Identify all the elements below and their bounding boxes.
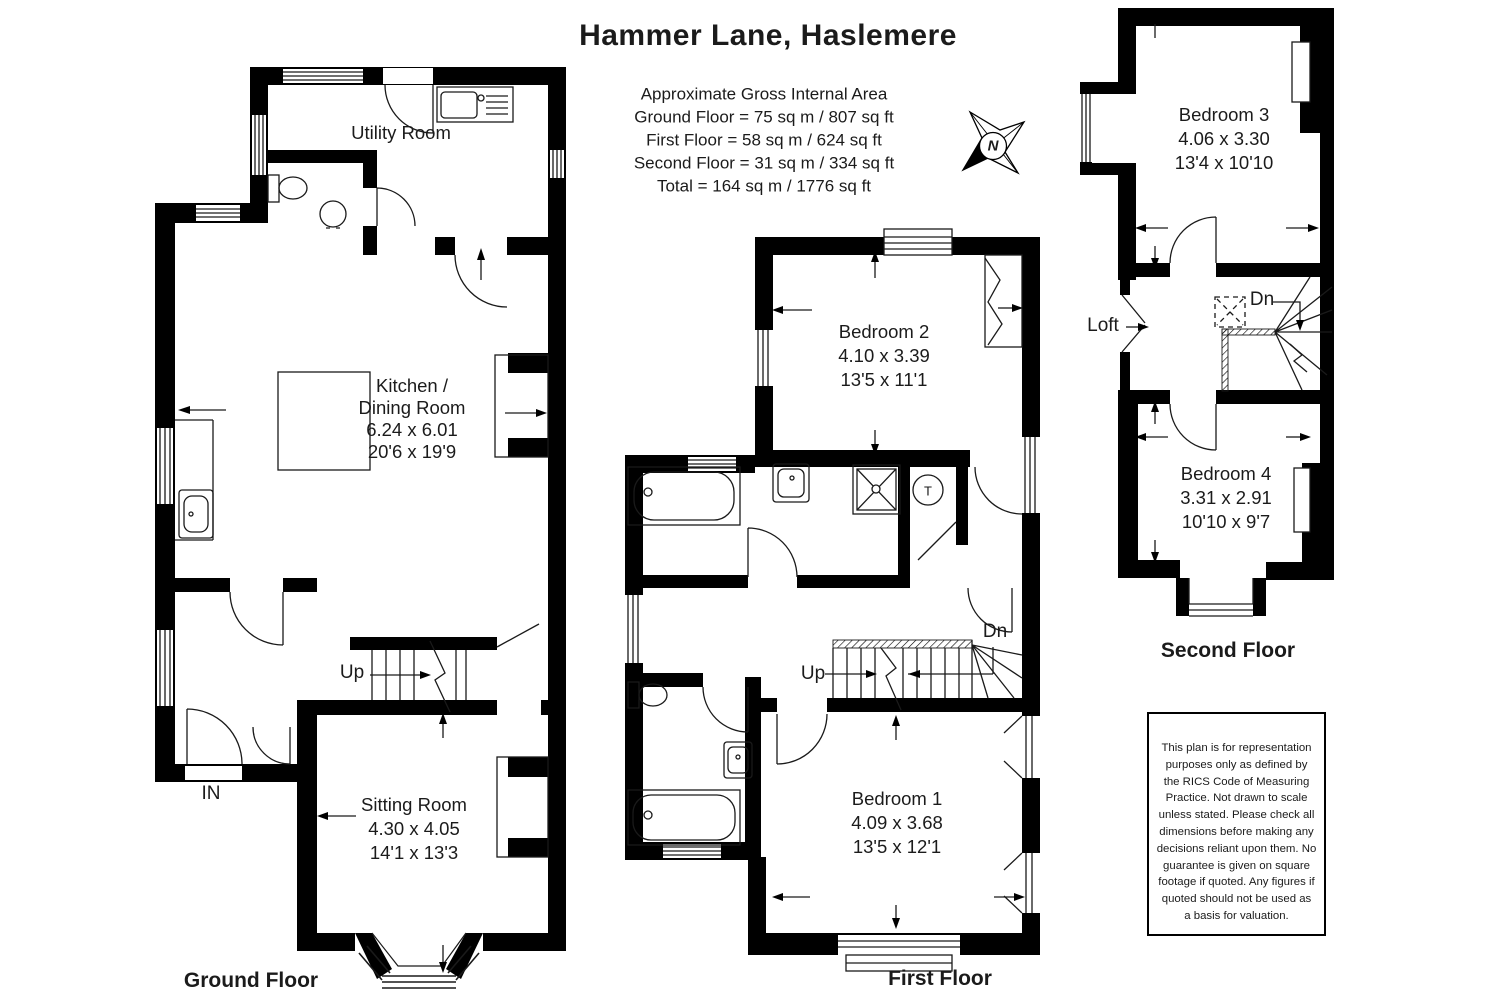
sitting-size-imperial: 14'1 x 13'3 (369, 842, 459, 863)
disclaimer-text (1149, 740, 1324, 925)
area-summary (634, 83, 894, 198)
disclaimer-line: a basis for valuation. (1184, 909, 1289, 922)
disclaimer-line: quoted should not be used as (1161, 893, 1312, 906)
bedroom2-name: Bedroom 2 (838, 321, 930, 342)
kitchen-name-line1: Kitchen / (376, 375, 448, 396)
stairs-up-label-first: Up (800, 663, 826, 684)
second-stairs (1222, 277, 1332, 391)
room-label-bedroom4 (1180, 462, 1272, 534)
wardrobe-bedroom2 (985, 255, 1022, 347)
entrance-in-label: IN (201, 783, 221, 804)
bedroom2-size-imperial: 13'5 x 11'1 (840, 369, 928, 390)
room-label-kitchen-dining (359, 375, 466, 463)
kitchen-counter (175, 420, 213, 540)
room-label-sitting (361, 793, 467, 865)
ensuite-bath-icon (628, 790, 740, 845)
second-doors (1170, 217, 1216, 450)
bedroom4-size-metric: 3.31 x 2.91 (1180, 487, 1272, 508)
loft-label: Loft (1087, 315, 1119, 336)
room-label-bedroom2 (838, 320, 930, 392)
kitchen-size-metric: 6.24 x 6.01 (366, 419, 458, 440)
bedroom3-size-imperial: 13'4 x 10'10 (1174, 152, 1274, 173)
room-label-bedroom1 (851, 787, 943, 859)
disclaimer-line: Practice. Not drawn to scale (1165, 792, 1308, 805)
bedroom4-name: Bedroom 4 (1180, 463, 1272, 484)
washing-machine-icon (320, 201, 346, 228)
disclaimer-line: guarantee is given on square (1163, 859, 1310, 872)
ground-floor-label: Ground Floor (183, 969, 319, 992)
bedroom2-size-metric: 4.10 x 3.39 (838, 345, 930, 366)
room-label-utility: Utility Room (351, 122, 451, 143)
first-openings (625, 229, 1040, 955)
loft-eaves (1122, 295, 1149, 352)
disclaimer-line: dimensions before making any (1159, 825, 1314, 838)
stairs-down-label-first: Dn (982, 621, 1008, 642)
kitchen-name-line2: Dining Room (358, 397, 466, 418)
area-summary-heading: Approximate Gross Internal Area (640, 84, 888, 104)
bathroom-sink-icon (773, 464, 809, 502)
bedroom4-size-imperial: 10'10 x 9'7 (1181, 511, 1271, 532)
toilet-icon (268, 175, 307, 202)
disclaimer-line: decisions reliant upon them. No (1156, 842, 1317, 855)
bath-icon (628, 467, 740, 525)
bedroom3-size-metric: 4.06 x 3.30 (1178, 128, 1270, 149)
bedroom1-size-metric: 4.09 x 3.68 (851, 812, 943, 833)
disclaimer-line: purposes only as defined by (1165, 758, 1308, 771)
bedroom1-name: Bedroom 1 (851, 788, 943, 809)
first-floor-label: First Floor (888, 967, 992, 990)
stairs-down-label-second: Dn (1249, 289, 1275, 310)
area-summary-total: Total = 164 sq m / 1776 sq ft (656, 176, 872, 196)
sitting-name: Sitting Room (361, 794, 467, 815)
shower-icon (853, 465, 900, 514)
page-title: Hammer Lane, Haslemere (579, 19, 957, 52)
compass-north-label: N (987, 137, 999, 155)
bedroom3-name: Bedroom 3 (1178, 104, 1270, 125)
area-summary-second: Second Floor = 31 sq m / 334 sq ft (633, 153, 895, 173)
kitchen-island (278, 372, 370, 470)
stairs-up-label-ground: Up (339, 662, 365, 683)
second-floor-label: Second Floor (1160, 639, 1296, 662)
utility-sink-icon (437, 87, 513, 122)
room-label-bedroom3 (1175, 103, 1274, 175)
disclaimer-line: unless stated. Please check all (1158, 809, 1315, 822)
sitting-size-metric: 4.30 x 4.05 (368, 818, 460, 839)
loft-hatch-icon (1215, 297, 1245, 327)
tank-label: T (924, 483, 932, 499)
kitchen-size-imperial: 20'6 x 19'9 (367, 441, 457, 462)
disclaimer-line: footage if quoted. Any figures if (1158, 876, 1315, 889)
disclaimer-line: This plan is for representation (1161, 742, 1312, 754)
disclaimer-line: the RICS Code of Measuring (1163, 775, 1310, 788)
first-floor-plan (625, 229, 1040, 971)
area-summary-first: First Floor = 58 sq m / 624 sq ft (646, 130, 882, 150)
disclaimer-box (1147, 712, 1326, 936)
area-summary-ground: Ground Floor = 75 sq m / 807 sq ft (634, 107, 894, 127)
bedroom1-size-imperial: 13'5 x 12'1 (852, 836, 942, 857)
